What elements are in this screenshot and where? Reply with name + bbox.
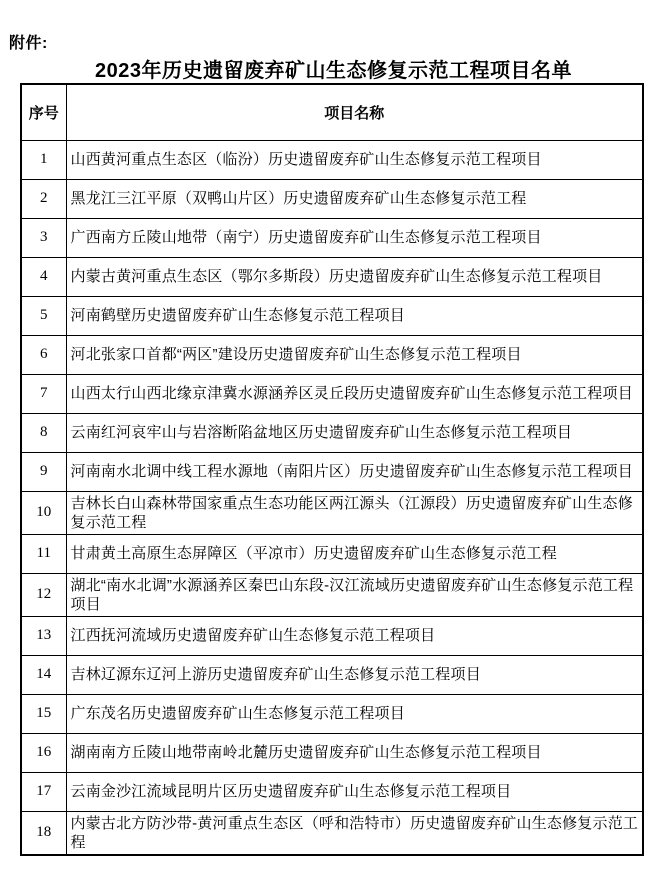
row-number: 12 bbox=[21, 573, 66, 616]
project-name: 云南红河哀牢山与岩溶断陷盆地区历史遗留废弃矿山生态修复示范工程项目 bbox=[66, 413, 643, 452]
project-name: 广东茂名历史遗留废弃矿山生态修复示范工程项目 bbox=[66, 694, 643, 733]
row-number: 2 bbox=[21, 179, 66, 218]
table-row bbox=[21, 374, 643, 413]
table-row bbox=[21, 733, 643, 772]
column-header-project-name: 项目名称 bbox=[66, 84, 643, 140]
project-name: 黑龙江三江平原（双鸭山片区）历史遗留废弃矿山生态修复示范工程 bbox=[66, 179, 643, 218]
project-name: 山西黄河重点生态区（临汾）历史遗留废弃矿山生态修复示范工程项目 bbox=[66, 140, 643, 179]
project-name: 河北张家口首都“两区”建设历史遗留废弃矿山生态修复示范工程项目 bbox=[66, 335, 643, 374]
row-number: 6 bbox=[21, 335, 66, 374]
table-body bbox=[21, 140, 643, 855]
project-name: 河南鹤壁历史遗留废弃矿山生态修复示范工程项目 bbox=[66, 296, 643, 335]
row-number: 8 bbox=[21, 413, 66, 452]
column-header-no: 序号 bbox=[21, 84, 66, 140]
page-title: 2023年历史遗留废弃矿山生态修复示范工程项目名单 bbox=[95, 60, 572, 82]
table-row bbox=[21, 218, 643, 257]
table-row bbox=[21, 694, 643, 733]
row-number: 3 bbox=[21, 218, 66, 257]
row-number: 9 bbox=[21, 452, 66, 491]
row-number: 5 bbox=[21, 296, 66, 335]
row-number: 18 bbox=[21, 811, 66, 855]
project-name: 湖北“南水北调”水源涵养区秦巴山东段-汉江流域历史遗留废弃矿山生态修复示范工程项目 bbox=[66, 573, 643, 616]
project-table bbox=[20, 83, 644, 856]
project-name: 湖南南方丘陵山地带南岭北麓历史遗留废弃矿山生态修复示范工程项目 bbox=[66, 733, 643, 772]
row-number: 10 bbox=[21, 491, 66, 534]
table-row bbox=[21, 140, 643, 179]
table-header-row bbox=[21, 84, 643, 140]
table-row bbox=[21, 616, 643, 655]
table-row bbox=[21, 491, 643, 534]
table-row bbox=[21, 772, 643, 811]
table-header bbox=[21, 84, 643, 140]
project-name: 吉林辽源东辽河上游历史遗留废弃矿山生态修复示范工程项目 bbox=[66, 655, 643, 694]
project-name: 内蒙古黄河重点生态区（鄂尔多斯段）历史遗留废弃矿山生态修复示范工程项目 bbox=[66, 257, 643, 296]
project-name: 山西太行山西北缘京津冀水源涵养区灵丘段历史遗留废弃矿山生态修复示范工程项目 bbox=[66, 374, 643, 413]
row-number: 7 bbox=[21, 374, 66, 413]
table-row bbox=[21, 452, 643, 491]
project-name: 甘肃黄土高原生态屏障区（平凉市）历史遗留废弃矿山生态修复示范工程 bbox=[66, 534, 643, 573]
row-number: 14 bbox=[21, 655, 66, 694]
project-name: 内蒙古北方防沙带-黄河重点生态区（呼和浩特市）历史遗留废弃矿山生态修复示范工程 bbox=[66, 811, 643, 855]
table-row bbox=[21, 335, 643, 374]
project-name: 河南南水北调中线工程水源地（南阳片区）历史遗留废弃矿山生态修复示范工程项目 bbox=[66, 452, 643, 491]
row-number: 11 bbox=[21, 534, 66, 573]
row-number: 17 bbox=[21, 772, 66, 811]
table-row bbox=[21, 296, 643, 335]
attachment-label: 附件: bbox=[9, 35, 48, 52]
table-row bbox=[21, 534, 643, 573]
table-row bbox=[21, 413, 643, 452]
project-name: 广西南方丘陵山地带（南宁）历史遗留废弃矿山生态修复示范工程项目 bbox=[66, 218, 643, 257]
project-name: 江西抚河流域历史遗留废弃矿山生态修复示范工程项目 bbox=[66, 616, 643, 655]
row-number: 1 bbox=[21, 140, 66, 179]
row-number: 16 bbox=[21, 733, 66, 772]
table-row bbox=[21, 257, 643, 296]
row-number: 13 bbox=[21, 616, 66, 655]
project-name: 吉林长白山森林带国家重点生态功能区两江源头（江源段）历史遗留废弃矿山生态修复示范工程 bbox=[66, 491, 643, 534]
table-row bbox=[21, 655, 643, 694]
project-name: 云南金沙江流域昆明片区历史遗留废弃矿山生态修复示范工程项目 bbox=[66, 772, 643, 811]
table-row bbox=[21, 811, 643, 855]
table-row bbox=[21, 573, 643, 616]
row-number: 4 bbox=[21, 257, 66, 296]
row-number: 15 bbox=[21, 694, 66, 733]
table-row bbox=[21, 179, 643, 218]
